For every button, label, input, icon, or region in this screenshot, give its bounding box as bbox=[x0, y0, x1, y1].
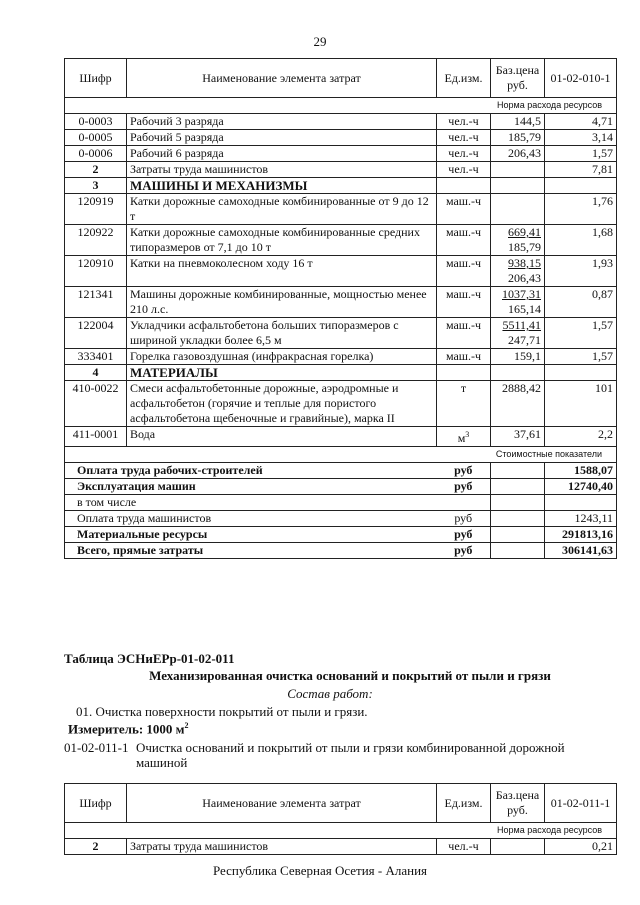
table-row bbox=[65, 287, 617, 318]
table-label: Таблица ЭСНиЕРр-01-02-011 bbox=[64, 651, 235, 666]
header-norm-code: 01-02-010-1 bbox=[545, 59, 617, 98]
row-price: 144,5 bbox=[491, 114, 545, 130]
row-unit: маш.-ч bbox=[437, 318, 491, 349]
row-code: 410-0022 bbox=[65, 381, 127, 427]
row-name: Рабочий 3 разряда bbox=[127, 114, 437, 130]
summary-unit: руб bbox=[437, 463, 491, 479]
norm-caption-row bbox=[65, 98, 617, 114]
header-price: Баз.цена руб. bbox=[491, 784, 545, 823]
summary-unit bbox=[437, 495, 491, 511]
row-unit bbox=[437, 427, 491, 447]
header-code: Шифр bbox=[65, 59, 127, 98]
norm-caption: Норма расхода ресурсов bbox=[65, 98, 617, 114]
item-description: Очистка оснований и покрытий от пыли и грязи комбинированной дорожной машиной bbox=[136, 740, 565, 770]
cost-caption-row bbox=[65, 447, 617, 463]
row-price: 37,61 bbox=[491, 427, 545, 447]
row-code: 122004 bbox=[65, 318, 127, 349]
row-code: 333401 bbox=[65, 349, 127, 365]
resource-table-2 bbox=[64, 783, 617, 855]
row-name: Горелка газовоздушная (инфракрасная горелка) bbox=[127, 349, 437, 365]
summary-unit: руб bbox=[437, 527, 491, 543]
table-row bbox=[65, 839, 617, 855]
price-full: 1037,31 bbox=[502, 287, 541, 301]
norm-caption-row bbox=[65, 823, 617, 839]
resource-table-1 bbox=[64, 58, 617, 559]
row-name: Машины дорожные комбинированные, мощностью менее 210 л.с. bbox=[127, 287, 437, 318]
summary-price-cell bbox=[491, 527, 545, 543]
row-price bbox=[491, 287, 545, 318]
materials-section-row bbox=[65, 365, 617, 381]
row-unit: маш.-ч bbox=[437, 256, 491, 287]
machinist-name: Затраты труда машинистов bbox=[127, 162, 437, 178]
norm-caption: Норма расхода ресурсов bbox=[65, 823, 617, 839]
row-price bbox=[491, 256, 545, 287]
summary-unit: руб bbox=[437, 511, 491, 527]
item-code: 01-02-011-1 bbox=[64, 740, 129, 755]
machinist-unit: чел.-ч bbox=[437, 162, 491, 178]
table-row bbox=[65, 225, 617, 256]
price-labor: 165,14 bbox=[508, 302, 541, 316]
summary-price-cell bbox=[491, 543, 545, 559]
table-header-row bbox=[65, 59, 617, 98]
table-row bbox=[65, 427, 617, 447]
summary-row bbox=[65, 495, 617, 511]
summary-value: 291813,16 bbox=[545, 527, 617, 543]
section-title: Механизированная очистка оснований и покрытий от пыли и грязи bbox=[149, 668, 551, 683]
machinist-value: 7,81 bbox=[545, 162, 617, 178]
row-value: 101 bbox=[545, 381, 617, 427]
header-price: Баз.цена руб. bbox=[491, 59, 545, 98]
table2-header-row bbox=[65, 784, 617, 823]
row-value: 0,87 bbox=[545, 287, 617, 318]
row-price bbox=[491, 225, 545, 256]
footer: Республика Северная Осетия - Алания bbox=[212, 863, 428, 878]
meter-label bbox=[68, 721, 189, 737]
meter-text: Измеритель: 1000 м bbox=[68, 721, 185, 737]
materials-section-title: МАТЕРИАЛЫ bbox=[127, 365, 437, 381]
row-value: 3,14 bbox=[545, 130, 617, 146]
summary-row bbox=[65, 543, 617, 559]
row-code: 0-0006 bbox=[65, 146, 127, 162]
work-item: 01. Очистка поверхности покрытий от пыли и грязи. bbox=[76, 704, 368, 719]
row-value: 1,76 bbox=[545, 194, 617, 225]
row-code: 120910 bbox=[65, 256, 127, 287]
row-name: Рабочий 6 разряда bbox=[127, 146, 437, 162]
machines-section-code: 3 bbox=[65, 178, 127, 194]
row-value: 1,68 bbox=[545, 225, 617, 256]
machinist-row bbox=[65, 162, 617, 178]
summary-label: Оплата труда машинистов bbox=[65, 511, 437, 527]
row-unit bbox=[437, 381, 491, 427]
price-full: 938,15 bbox=[508, 256, 541, 270]
machines-section-title: МАШИНЫ И МЕХАНИЗМЫ bbox=[127, 178, 437, 194]
summary-label: в том числе bbox=[65, 495, 437, 511]
summary-value: 12740,40 bbox=[545, 479, 617, 495]
row-unit: маш.-ч bbox=[437, 225, 491, 256]
table-row bbox=[65, 194, 617, 225]
header-norm-code: 01-02-011-1 bbox=[545, 784, 617, 823]
price-full: 5511,41 bbox=[502, 318, 541, 332]
summary-price-cell bbox=[491, 479, 545, 495]
row-name: Рабочий 5 разряда bbox=[127, 130, 437, 146]
price-labor: 185,79 bbox=[508, 240, 541, 254]
table-row bbox=[65, 130, 617, 146]
unit-sup: 3 bbox=[465, 430, 470, 439]
row-price bbox=[491, 194, 545, 225]
price-labor: 247,71 bbox=[508, 333, 541, 347]
header-name: Наименование элемента затрат bbox=[127, 59, 437, 98]
header-code: Шифр bbox=[65, 784, 127, 823]
summary-row bbox=[65, 527, 617, 543]
row-price: 185,79 bbox=[491, 130, 545, 146]
row-code: 0-0005 bbox=[65, 130, 127, 146]
summary-row bbox=[65, 479, 617, 495]
summary-label: Материальные ресурсы bbox=[65, 527, 437, 543]
page-number: 29 bbox=[313, 34, 327, 49]
row-name: Катки на пневмоколесном ходу 16 т bbox=[127, 256, 437, 287]
row-code: 2 bbox=[65, 839, 127, 855]
table-row bbox=[65, 114, 617, 130]
row-name: Укладчики асфальтобетона больших типоразмеров с шириной укладки более 6,5 м bbox=[127, 318, 437, 349]
meter-sup: 2 bbox=[184, 721, 189, 730]
price-labor: 206,43 bbox=[508, 271, 541, 285]
summary-label: Оплата труда рабочих-строителей bbox=[65, 463, 437, 479]
price-full: 669,41 bbox=[508, 225, 541, 239]
summary-label: Всего, прямые затраты bbox=[65, 543, 437, 559]
row-value: 1,57 bbox=[545, 349, 617, 365]
table-row bbox=[65, 256, 617, 287]
unit-text: т bbox=[460, 381, 467, 395]
row-code: 120922 bbox=[65, 225, 127, 256]
row-unit: чел.-ч bbox=[437, 839, 491, 855]
row-price bbox=[491, 318, 545, 349]
summary-value bbox=[545, 495, 617, 511]
row-name: Катки дорожные самоходные комбинированные средних типоразмеров от 7,1 до 10 т bbox=[127, 225, 437, 256]
table-row bbox=[65, 318, 617, 349]
header-name: Наименование элемента затрат bbox=[127, 784, 437, 823]
row-code: 411-0001 bbox=[65, 427, 127, 447]
row-unit: чел.-ч bbox=[437, 146, 491, 162]
row-value: 0,21 bbox=[545, 839, 617, 855]
work-composition-label: Состав работ: bbox=[287, 686, 373, 701]
row-price: 206,43 bbox=[491, 146, 545, 162]
row-unit: чел.-ч bbox=[437, 130, 491, 146]
header-unit: Ед.изм. bbox=[437, 59, 491, 98]
row-value: 1,93 bbox=[545, 256, 617, 287]
header-unit: Ед.изм. bbox=[437, 784, 491, 823]
materials-section-code: 4 bbox=[65, 365, 127, 381]
row-value: 4,71 bbox=[545, 114, 617, 130]
summary-row bbox=[65, 463, 617, 479]
row-code: 121341 bbox=[65, 287, 127, 318]
summary-unit: руб bbox=[437, 479, 491, 495]
row-price bbox=[491, 349, 545, 365]
table-row bbox=[65, 349, 617, 365]
machinist-code: 2 bbox=[65, 162, 127, 178]
row-code: 0-0003 bbox=[65, 114, 127, 130]
row-unit: маш.-ч bbox=[437, 349, 491, 365]
table-row bbox=[65, 146, 617, 162]
summary-price-cell bbox=[491, 495, 545, 511]
row-value: 2,2 bbox=[545, 427, 617, 447]
price-full: 159,1 bbox=[514, 349, 541, 363]
cost-caption: Стоимостные показатели bbox=[65, 447, 617, 463]
row-unit: маш.-ч bbox=[437, 287, 491, 318]
machines-section-row bbox=[65, 178, 617, 194]
summary-value: 1243,11 bbox=[545, 511, 617, 527]
table-row bbox=[65, 381, 617, 427]
row-code: 120919 bbox=[65, 194, 127, 225]
row-name: Катки дорожные самоходные комбинированные от 9 до 12 т bbox=[127, 194, 437, 225]
summary-price-cell bbox=[491, 511, 545, 527]
row-value: 1,57 bbox=[545, 318, 617, 349]
row-value: 1,57 bbox=[545, 146, 617, 162]
row-unit: чел.-ч bbox=[437, 114, 491, 130]
row-name: Вода bbox=[127, 427, 437, 447]
row-name: Смеси асфальтобетонные дорожные, аэродромные и асфальтобетон (горячие и теплые для пористого асфальтобетона щебеночные и гравийные), марка II bbox=[127, 381, 437, 427]
row-unit: маш.-ч bbox=[437, 194, 491, 225]
unit-text: м bbox=[457, 431, 466, 445]
row-name: Затраты труда машинистов bbox=[127, 839, 437, 855]
summary-row bbox=[65, 511, 617, 527]
summary-value: 306141,63 bbox=[545, 543, 617, 559]
summary-price-cell bbox=[491, 463, 545, 479]
summary-label: Эксплуатация машин bbox=[65, 479, 437, 495]
row-price: 2888,42 bbox=[491, 381, 545, 427]
summary-unit: руб bbox=[437, 543, 491, 559]
summary-value: 1588,07 bbox=[545, 463, 617, 479]
